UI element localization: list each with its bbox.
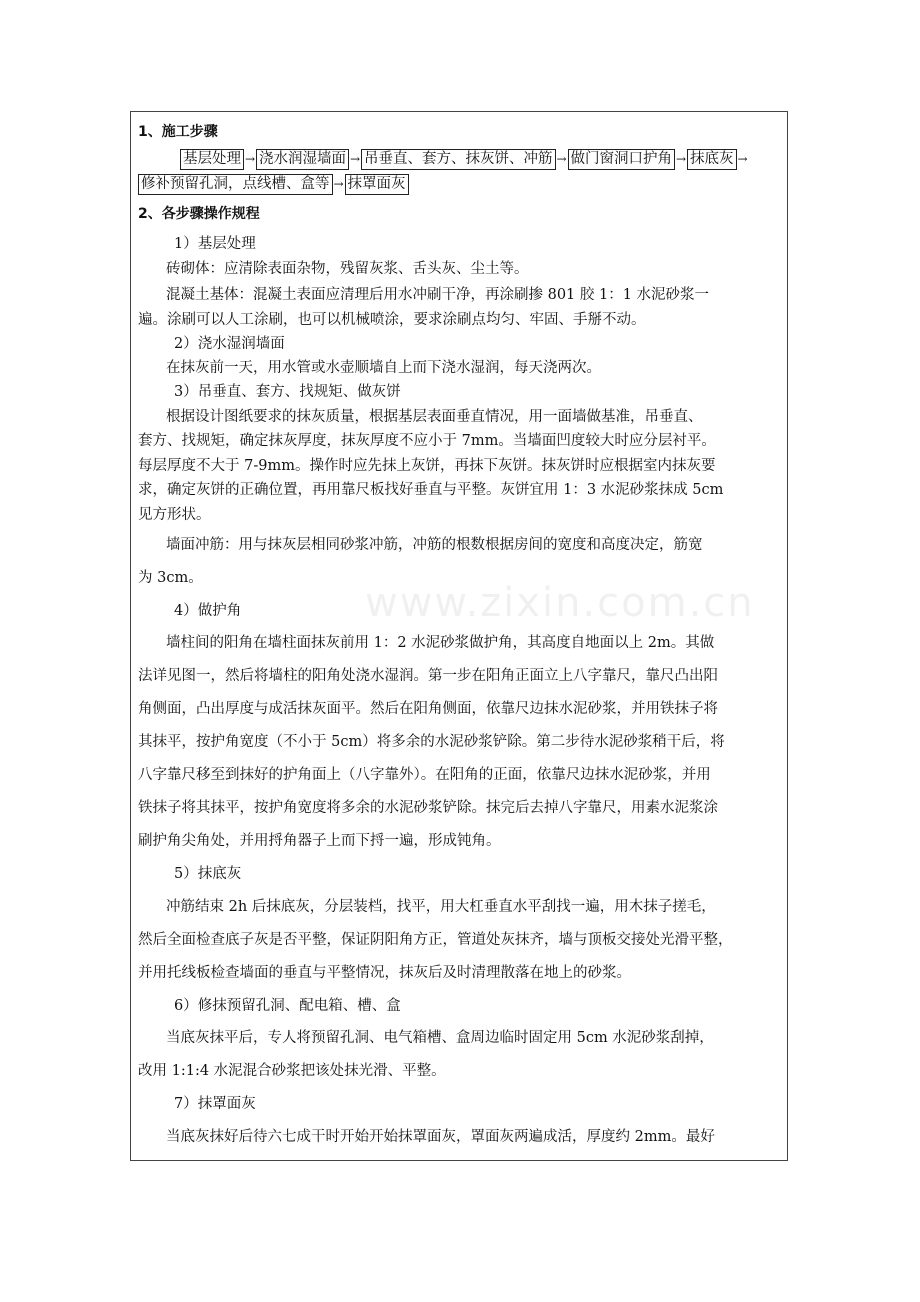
arrow-icon: → [556,152,567,166]
s5-l3: 并用托线板检查墙面的垂直与平整情况，抹灰后及时清理散落在地上的砂浆。 [138,965,631,981]
flow-step-5: 抹底灰 [687,149,737,170]
s5-heading: 5）抹底灰 [174,866,242,882]
s6-l1: 当底灰抹平后，专人将预留孔洞、电气箱槽、盒周边临时固定用 5cm 水泥砂浆刮掉， [166,1030,714,1046]
s6-heading: 6）修抹预留孔洞、配电箱、槽、盒 [174,998,401,1014]
s4-l4: 其抹平，按护角宽度（不小于 5cm）将多余的水泥砂浆铲除。第二步待水泥砂浆稍干后，将 [138,734,725,750]
s1-heading: 1）基层处理 [174,236,256,252]
flow-row-2 [138,174,409,195]
s4-l2: 法详见图一，然后将墙柱的阳角处浇水湿润。第一步在阳角正面立上八字靠尺，靠尺凸出阳 [138,668,718,684]
s1-p1: 砖砌体：应清除表面杂物，残留灰浆、舌头灰、尘土等。 [166,261,529,277]
s1-p2b: 遍。涂刷可以人工涂刷，也可以机械喷涂，要求涂刷点均匀、牢固、手掰不动。 [138,312,646,328]
s3-l2: 套方、找规矩，确定抹灰厚度，抹灰厚度不应小于 7mm。当墙面凹度较大时应分层衬平。 [138,433,716,449]
arrow-icon: → [737,152,748,166]
section1-title: 1、施工步骤 [138,124,218,140]
arrow-icon: → [349,152,361,166]
s3-c1: 墙面冲筋：用与抹灰层相同砂浆冲筋，冲筋的根数根据房间的宽度和高度决定，筋宽 [166,537,703,553]
flow-step-3: 吊垂直、套方、抹灰饼、冲筋 [361,149,556,170]
s4-l7: 刷护角尖角处，并用捋角器子上而下捋一遍，形成钝角。 [138,833,501,849]
s3-l5: 见方形状。 [138,507,211,523]
s6-l2: 改用 1:1:4 水泥混合砂浆把该处抹光滑、平整。 [138,1063,446,1079]
flow-row-1 [180,149,749,170]
flow-step-1: 基层处理 [180,149,244,170]
s1-p2a: 混凝土基体：混凝土表面应清理后用水冲刷干净，再涂刷掺 801 胶 1：1 水泥砂浆一 [166,287,710,303]
arrow-icon: → [333,177,344,191]
flow-step-2: 浇水润湿墙面 [256,149,349,170]
s4-l1: 墙柱间的阳角在墙柱面抹灰前用 1：2 水泥砂浆做护角，其高度自地面以上 2m。其做 [166,635,715,651]
flow-step-6: 修补预留孔洞，点线槽、盒等 [138,174,333,195]
s3-heading: 3）吊垂直、套方、找规矩、做灰饼 [174,384,401,400]
arrow-icon: → [675,152,687,166]
section2-title: 2、各步骤操作规程 [138,206,260,222]
s3-l4: 求，确定灰饼的正确位置，再用靠尺板找好垂直与平整。灰饼宜用 1：3 水泥砂浆抹成 5cm [138,482,724,498]
s4-l3: 角侧面，凸出厚度与成活抹灰面平。然后在阳角侧面，依靠尺边抹水泥砂浆，并用铁抹子将 [138,701,718,717]
s5-l2: 然后全面检查底子灰是否平整，保证阴阳角方正，管道处灰抹齐，墙与顶板交接处光滑平整， [138,932,733,948]
s4-heading: 4）做护角 [174,603,242,619]
watermark: www.zixin.com.cn [365,580,755,626]
s5-l1: 冲筋结束 2h 后抹底灰，分层装档，找平，用大杠垂直水平刮找一遍，用木抹子搓毛， [166,899,716,915]
s4-l6: 铁抹子将其抹平，按护角宽度将多余的水泥砂浆铲除。抹完后去掉八字靠尺，用素水泥浆涂 [138,800,718,816]
s2-heading: 2）浇水湿润墙面 [174,336,285,352]
s3-c2: 为 3cm。 [138,570,203,586]
s3-l1: 根据设计图纸要求的抹灰质量，根据基层表面垂直情况，用一面墙做基准，吊垂直、 [166,409,703,425]
s3-l3: 每层厚度不大于 7-9mm。操作时应先抹上灰饼，再抹下灰饼。抹灰饼时应根据室内抹灰要 [138,458,716,474]
flow-step-4: 做门窗洞口护角 [568,149,676,170]
s2-p1: 在抹灰前一天，用水管或水壶顺墙自上而下浇水湿润，每天浇两次。 [166,360,601,376]
arrow-icon: → [244,152,256,166]
s7-l1: 当底灰抹好后待六七成干时开始开始抹罩面灰，罩面灰两遍成活，厚度约 2mm。最好 [166,1129,715,1145]
s7-heading: 7）抹罩面灰 [174,1096,256,1112]
flow-step-7: 抹罩面灰 [345,174,409,195]
s4-l5: 八字靠尺移至到抹好的护角面上（八字靠外）。在阳角的正面，依靠尺边抹水泥砂浆，并用 [138,767,711,783]
